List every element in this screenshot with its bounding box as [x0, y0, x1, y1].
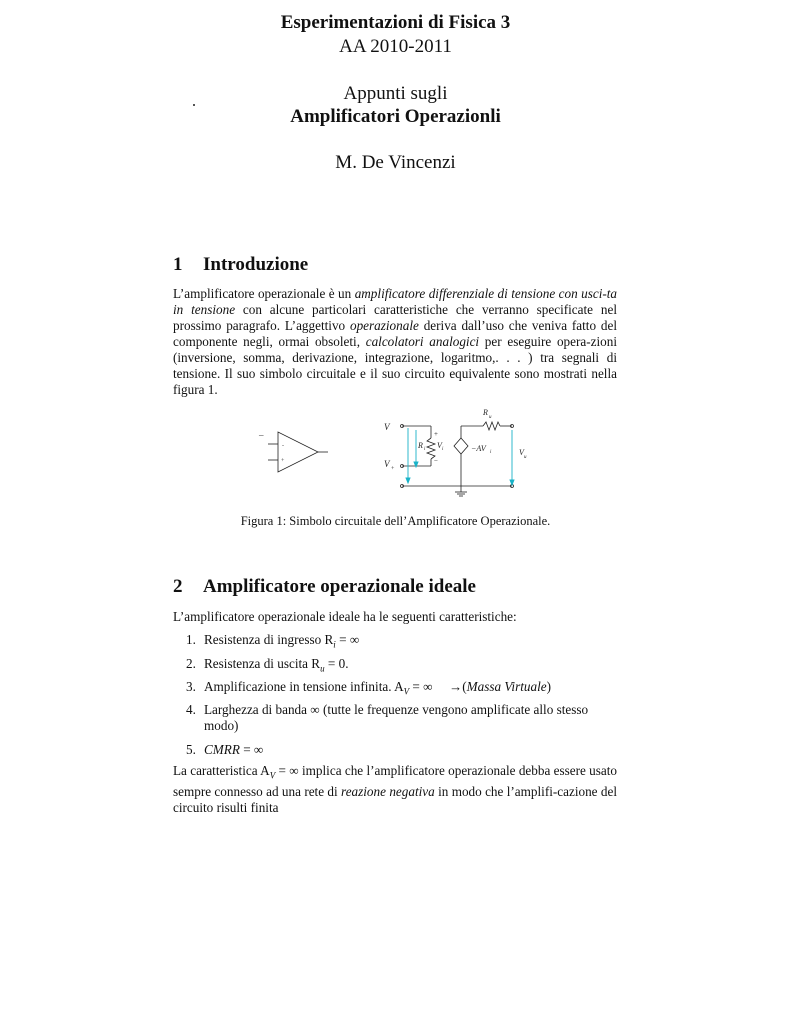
list-item-emph: Massa Virtuale — [466, 679, 547, 694]
label-vi-plus: + — [434, 430, 438, 438]
p1-text-g: per eseguire opera-zioni (inversione, somma, derivazione, integrazione, logaritmo,. . . ) tra segnali di tensione. Il suo simbolo circuitale e il suo circuito equivalente sono mostrati nella figura 1. — [173, 334, 618, 397]
list-item — [186, 679, 617, 700]
figure-caption: Figura 1: Simbolo circuitale dell’Amplificatore Operazionale. — [240, 514, 551, 528]
p2-text-b: = ∞ implica che l’amplificatore operazionale debba essere usato sempre connesso ad una rete di — [173, 763, 617, 799]
author: M. De Vincenzi — [335, 152, 456, 173]
list-item — [186, 632, 617, 653]
opamp-minus-sign: - — [282, 443, 284, 449]
opamp-plus-sign: + — [281, 458, 285, 464]
list-item-sub: u — [320, 663, 325, 674]
list-item-tail: = 0. — [324, 656, 349, 671]
p1-text-a: L’amplificatore operazionale è un — [173, 286, 355, 301]
label-vi-sub: i — [442, 447, 444, 452]
list-item-text: Resistenza di uscita R — [204, 656, 321, 671]
label-v-plus: V — [384, 459, 390, 469]
label-gain-sub: i — [490, 450, 492, 455]
list-item-tail: = ∞ — [335, 632, 360, 647]
label-ru: R — [483, 408, 488, 417]
voltage-arrows — [406, 428, 514, 485]
list-item-end: ) — [546, 679, 551, 694]
opamp-minus-label: – — [259, 430, 264, 440]
subtitle-line2: Amplificatori Operazionli — [290, 106, 501, 127]
p2-sub: V — [269, 770, 276, 781]
list-item-text: Larghezza di banda ∞ (tutte le frequenze vengono amplificate allo stesso modo) — [204, 702, 589, 733]
list-item-number: 3. — [186, 679, 196, 694]
p1-emph-f: calcolatori analogici — [365, 334, 480, 349]
section1-paragraph — [173, 286, 617, 398]
list-item-number: 5. — [186, 742, 196, 757]
label-vu: V — [519, 448, 524, 457]
list-item-number: 2. — [186, 656, 196, 671]
course-title: Esperimentazioni di Fisica 3 — [280, 12, 511, 33]
label-ri-sub: i — [424, 447, 426, 452]
list-item — [186, 742, 617, 758]
list-item — [186, 656, 617, 677]
list-item-text: Amplificazione in tensione infinita. A — [204, 679, 404, 694]
section1-number: 1 — [173, 254, 183, 275]
section1-heading — [173, 254, 308, 276]
list-item-sub: V — [403, 686, 410, 697]
p2-text-a: La caratteristica A — [173, 763, 270, 778]
p1-emph-d: operazionale — [349, 318, 419, 333]
list-item-number: 4. — [186, 702, 196, 717]
stray-dot — [193, 104, 195, 106]
label-ri: R — [418, 441, 423, 450]
section2-intro: L’amplificatore operazionale ideale ha le seguenti caratteristiche: — [173, 609, 517, 624]
label-ru-sub: u — [489, 415, 492, 420]
label-v-minus: V — [384, 422, 390, 432]
list-item-tail: = ∞ — [239, 742, 264, 757]
p1-emph-b: amplificatore differenziale di tensione con usci-ta in tensione — [173, 286, 618, 317]
figure-opamp — [250, 400, 540, 505]
list-item-number: 1. — [186, 632, 196, 647]
subtitle-line1: Appunti sugli — [343, 83, 448, 104]
section2-paragraph — [173, 763, 617, 816]
label-vu-sub: u — [524, 455, 527, 460]
label-gain: −AV — [471, 444, 486, 453]
p1-text-c: con alcune particolari caratteristiche che verranno specificate nel prossimo paragrafo. L’aggettivo — [173, 302, 617, 333]
list-item-sub: i — [333, 639, 336, 650]
p1-text-e: deriva dall’uso che veniva fatto del componente negli, ormai obsoleti, — [173, 318, 618, 349]
list-item-tail: = ∞ →( — [409, 679, 467, 694]
list-item — [186, 702, 617, 734]
opamp-symbol — [268, 432, 328, 472]
section2-number: 2 — [173, 576, 183, 597]
academic-year: AA 2010-2011 — [339, 36, 452, 57]
section2-heading — [173, 576, 476, 598]
list-item-emph: CMRR — [204, 742, 240, 757]
label-vi-minus: − — [434, 457, 438, 465]
equivalent-circuit — [401, 422, 514, 496]
p2-text-c: in modo che l’amplifi-cazione del circuito risulti finita — [173, 783, 617, 815]
label-vi: V — [437, 441, 442, 450]
p2-emph: reazione negativa — [341, 783, 435, 799]
label-v-plus-sub: + — [391, 466, 395, 472]
list-item-text: Resistenza di ingresso R — [204, 632, 334, 647]
section2-title: Amplificatore operazionale ideale — [203, 576, 476, 597]
section1-title: Introduzione — [203, 254, 309, 275]
